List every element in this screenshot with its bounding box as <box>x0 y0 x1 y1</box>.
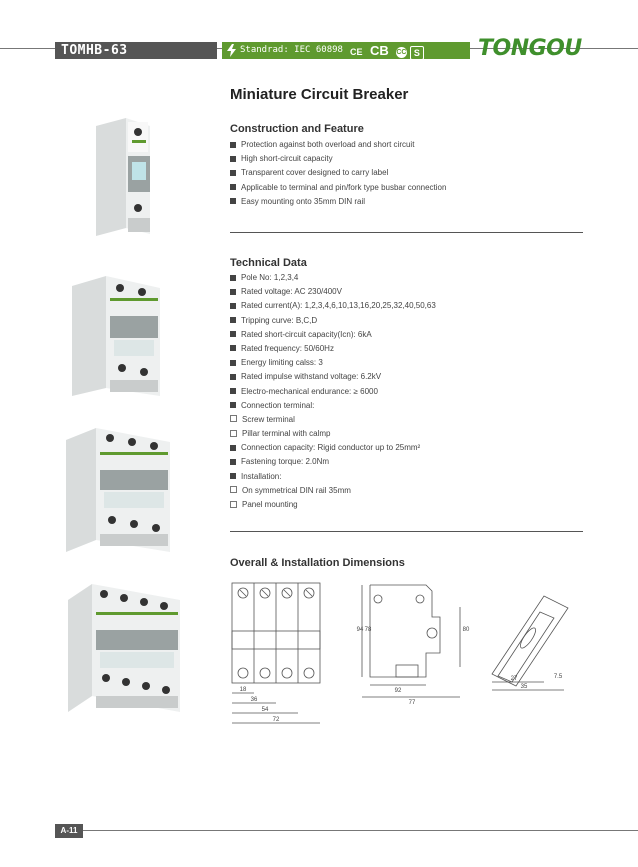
dim-label: 80 <box>462 627 470 633</box>
section-divider <box>230 232 583 233</box>
dim-label: 27 <box>510 676 518 682</box>
open-square-bullet-icon <box>230 501 237 508</box>
list-item: Pillar terminal with calmp <box>230 427 436 441</box>
ce-mark: CE <box>350 47 363 57</box>
list-item: Transparent cover designed to carry label <box>230 166 446 180</box>
list-item: Applicable to terminal and pin/fork type busbar connection <box>230 181 446 195</box>
filled-square-bullet-icon <box>230 289 236 295</box>
technical-heading: Technical Data <box>230 257 307 269</box>
list-item: Panel mounting <box>230 498 436 512</box>
list-item: Easy mounting onto 35mm DIN rail <box>230 195 446 209</box>
side-dimension-drawing <box>356 577 476 707</box>
dim-label: 18 <box>239 687 247 693</box>
page-number: A-11 <box>55 824 83 838</box>
list-item: Rated current(A): 1,2,3,4,6,10,13,16,20,25,32,40,50,63 <box>230 299 436 313</box>
s-mark: S <box>410 46 424 60</box>
list-item: Connection capacity: Rigid conductor up to 25mm² <box>230 441 436 455</box>
lightning-icon <box>227 44 236 57</box>
list-item: Rated impulse withstand voltage: 6.2kV <box>230 370 436 384</box>
open-square-bullet-icon <box>230 415 237 422</box>
list-item: Tripping curve: B,C,D <box>230 314 436 328</box>
page-title: Miniature Circuit Breaker <box>230 86 409 103</box>
technical-list <box>230 271 436 512</box>
filled-square-bullet-icon <box>230 360 236 366</box>
front-dimension-drawing <box>228 577 328 727</box>
dimensions-heading: Overall & Installation Dimensions <box>230 557 405 569</box>
filled-square-bullet-icon <box>230 275 236 281</box>
mcb-4-pole-image <box>64 584 184 712</box>
mcb-3-pole-image <box>60 428 176 552</box>
list-item: Energy limiting calss: 3 <box>230 356 436 370</box>
dim-label: 92 <box>394 688 402 694</box>
list-item: Screw terminal <box>230 413 436 427</box>
filled-square-bullet-icon <box>230 459 236 465</box>
cb-mark: CB <box>370 43 389 58</box>
list-item: Installation: <box>230 470 436 484</box>
list-item: Connection terminal: <box>230 399 436 413</box>
dim-label: 7.5 <box>553 674 563 680</box>
ccc-mark: CCC <box>396 49 412 57</box>
dim-label: 54 <box>261 707 269 713</box>
dim-label: 36 <box>250 697 258 703</box>
dim-label: 35 <box>520 684 528 690</box>
filled-square-bullet-icon <box>230 402 236 408</box>
filled-square-bullet-icon <box>230 345 236 351</box>
footer-rule <box>83 830 638 831</box>
certification-marks <box>350 42 424 61</box>
open-square-bullet-icon <box>230 486 237 493</box>
dim-label: 94 <box>356 627 364 633</box>
filled-square-bullet-icon <box>230 331 236 337</box>
dim-label: 72 <box>272 717 280 723</box>
open-square-bullet-icon <box>230 430 237 437</box>
list-item: Fastening torque: 2.0Nm <box>230 455 436 469</box>
list-item: Rated voltage: AC 230/400V <box>230 285 436 299</box>
list-item: High short-circuit capacity <box>230 152 446 166</box>
din-rail-drawing <box>484 588 574 698</box>
model-label: TOMHB-63 <box>55 42 217 59</box>
list-item: Protection against both overload and short circuit <box>230 138 446 152</box>
list-item: Electro-mechanical endurance: ≥ 6000 <box>230 385 436 399</box>
list-item: On symmetrical DIN rail 35mm <box>230 484 436 498</box>
construction-heading: Construction and Feature <box>230 123 364 135</box>
filled-square-bullet-icon <box>230 388 236 394</box>
mcb-2-pole-image <box>66 276 166 396</box>
filled-square-bullet-icon <box>230 445 236 451</box>
dim-label: 77 <box>408 700 416 706</box>
list-item: Rated frequency: 50/60Hz <box>230 342 436 356</box>
section-divider <box>230 531 583 532</box>
list-item: Rated short-circuit capacity(Icn): 6kA <box>230 328 436 342</box>
filled-square-bullet-icon <box>230 303 236 309</box>
filled-square-bullet-icon <box>230 317 236 323</box>
dim-label: 78 <box>364 627 372 633</box>
brand-logo: TONGOU <box>478 36 582 61</box>
construction-list <box>230 138 446 209</box>
list-item: Pole No: 1,2,3,4 <box>230 271 436 285</box>
standard-bar <box>222 42 470 59</box>
filled-square-bullet-icon <box>230 473 236 479</box>
mcb-1-pole-image <box>88 118 164 236</box>
filled-square-bullet-icon <box>230 374 236 380</box>
standard-text: Standrad: IEC 60898 <box>240 45 343 55</box>
